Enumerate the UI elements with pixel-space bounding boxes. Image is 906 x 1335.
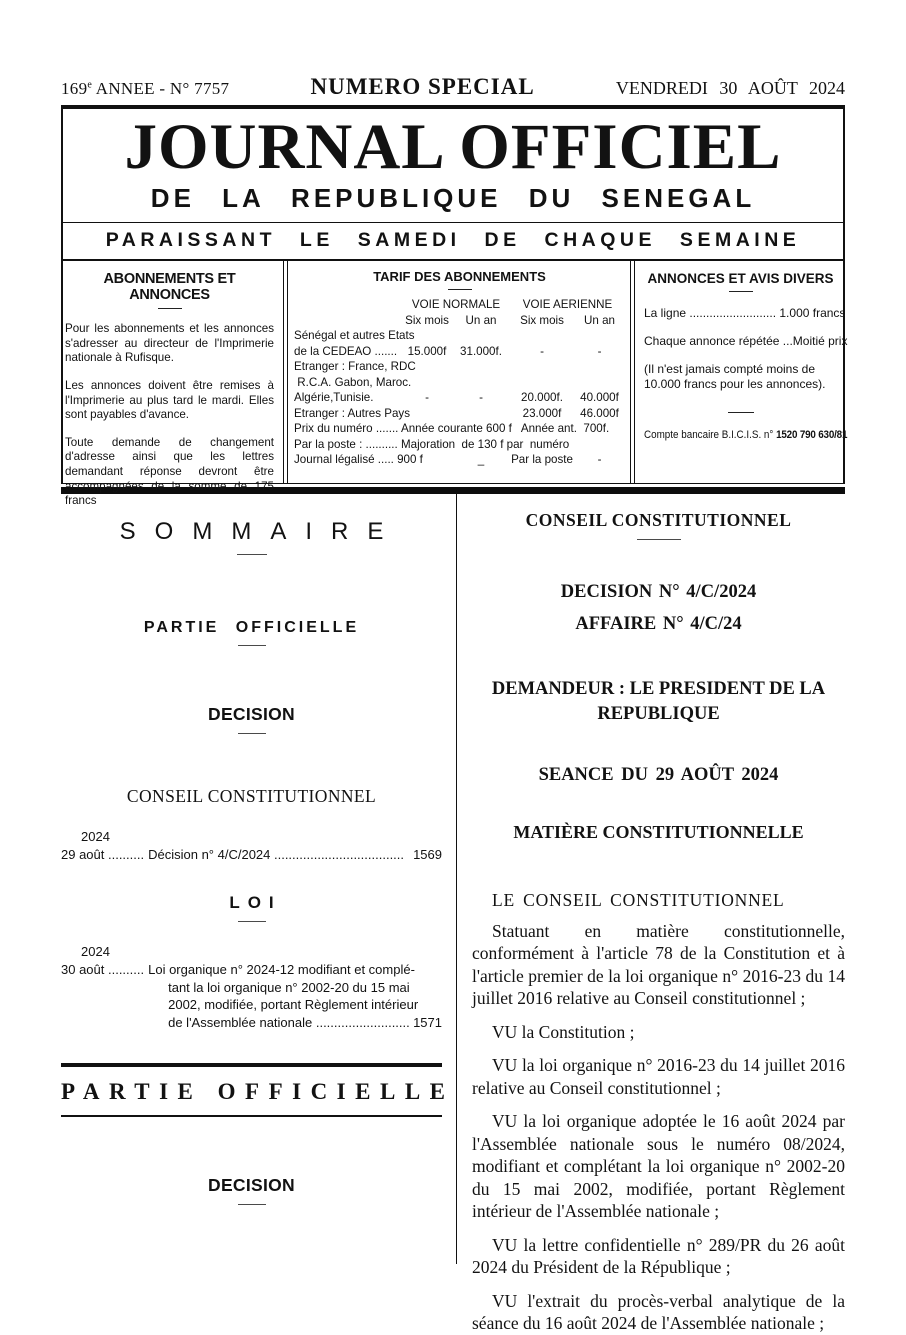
council-title: CONSEIL CONSTITUTIONNEL [525,510,792,531]
summary-column [61,494,457,1264]
masthead [63,109,843,223]
heading-underline [238,733,266,734]
rate-row-label: Algérie,Tunisie. [294,391,374,405]
rate-row-label: Journal légalisé ..... 900 f [294,453,423,467]
session-date: SEANCE DU 29 AOÛT 2024 [538,765,779,786]
edition-superscript: e [87,79,93,91]
subcolumn-header: Un an [465,313,497,327]
special-issue-label: NUMERO SPECIAL [310,74,535,99]
heading-underline [238,645,266,646]
column-normal-header: VOIE NORMALE [411,298,501,312]
rate-value: 40.000f [580,391,619,405]
rate-row-label: de la CEDEAO ....... [294,344,398,358]
subcolumn-header: Un an [584,313,615,327]
entry-line: 2002, modifiée, portant Règlement intérieur [168,997,419,1013]
heading-underline [238,921,266,922]
journal-title: JOURNAL OFFICIEL [124,111,782,183]
title-dash [448,289,472,290]
journal-subtitle: DE LA REPUBLIQUE DU SENEGAL [150,183,756,214]
rate-row-label: Sénégal et autres Etats [294,329,415,343]
title-dash [158,308,182,309]
heading-underline [238,1204,266,1205]
subscriptions-title: ABONNEMENTS ET ANNONCES [103,271,236,304]
summary-entry-decision [61,846,442,863]
entry-line: de l'Assemblée nationale .......................... [168,1014,410,1030]
banner-bottom-rule [61,1115,442,1117]
summary-entry-law [61,961,442,1031]
applicant-line: DEMANDEUR : LE PRESIDENT DE LA REPUBLIQUE [491,679,826,725]
subcolumn-header: Six mois [405,313,449,327]
rate-value: Par la poste [511,453,573,467]
rate-value: 46.000f [580,406,619,420]
rate-value: 31.000f. [460,344,502,358]
rate-value: 15.000f [407,344,447,358]
rates-title: TARIF DES ABONNEMENTS [373,269,546,285]
rate-row-full: Par la poste : .......... Majoration de 130 f par numéro [294,437,570,451]
article-paragraph: Statuant en matière constitutionnelle, conformément à l'article 78 de la Constitution et à l'article premier de la loi organique n° 2016-23 du 14 juillet 2016 relative au Conseil constitutionnel ; [472,920,845,1009]
column-air-header: VOIE AERIENNE [522,298,613,312]
subscriptions-paragraph: Toute demande de changement d'adresse ainsi que les lettres demandant réponse devront être accompagnées de la somme de 175 francs [65,435,274,508]
rates-table [294,297,625,468]
decision-heading: DECISION [208,704,295,725]
official-part-heading: PARTIE OFFICIELLE [143,619,360,637]
rate-value: - [597,344,602,358]
entry-page-number: 1569 [413,847,442,863]
rate-row-label: Etranger : France, RDC [294,360,416,374]
rate-value: _ [477,453,485,467]
rate-row-label: Etranger : Autres Pays [294,406,410,420]
rate-value: - [597,453,602,467]
case-number: AFFAIRE N° 4/C/24 [575,614,742,635]
article-paragraph: LE CONSEIL CONSTITUTIONNEL [492,890,785,911]
entry-page-number: 1571 [413,1014,442,1030]
decision-heading-bottom: DECISION [208,1175,295,1196]
rate-value: 23.000f [522,406,562,420]
subscriptions-box [63,261,284,508]
page-header [61,0,845,100]
article-paragraph: VU la lettre confidentielle n° 289/PR du 26 août 2024 du Président de la République ; [472,1234,845,1278]
official-part-banner: PARTIE OFFICIELLE [61,1079,455,1105]
entry-year: 2024 [81,829,110,845]
subcolumn-header: Six mois [520,313,564,327]
rate-value: 20.000f. [521,391,563,405]
article-paragraph: VU l'extrait du procès-verbal analytique de la séance du 16 août 2024 de l'Assemblée nationale ; [472,1290,845,1334]
notices-box [634,261,848,483]
separator-dash [728,412,754,413]
entry-year: 2024 [81,944,110,960]
notice-line: (Il n'est jamais compté moins de 10.000 francs pour les annonces). [644,362,826,392]
bank-account-line: Compte bancaire B.I.C.I.S. n° 1520 790 630/81 [644,429,848,442]
article-paragraph: VU la loi organique n° 2016-23 du 14 juillet 2016 relative au Conseil constitutionnel ; [472,1055,845,1098]
title-underline [637,539,681,540]
main-body [61,494,845,1334]
entry-date: 30 août .......... [61,962,145,978]
tagline-row [63,223,843,261]
masthead-frame [61,109,848,508]
title-dash [729,291,753,292]
bank-account-number: 1520 790 630/81 [776,429,848,442]
matter-type: MATIÈRE CONSTITUTIONNELLE [513,822,804,843]
rates-box [287,261,631,483]
summary-title: SOMMAIRE [119,518,403,546]
article-paragraph: VU la loi organique adoptée le 16 août 2024 par l'Assemblée nationale sous le numéro 08/2024, modifiant et complétant la loi organique n° 2002-20 du 15 mai 2002, modifiée, portant Règlement intérieur de l'Assemblée nationale ; [472,1111,845,1222]
notices-title: ANNONCES ET AVIS DIVERS [647,271,834,287]
decision-number: DECISION N° 4/C/2024 [560,582,757,603]
subscriptions-paragraph: Pour les abonnements et les annonces s'adresser au directeur de l'Imprimerie nationale à Rufisque. [65,322,274,365]
article-paragraph: VU la Constitution ; [492,1021,635,1042]
info-boxes [63,261,848,508]
article-column [457,494,845,1334]
issue-date: VENDREDI 30 AOÛT 2024 [615,78,845,98]
notice-line: La ligne .......................... 1.000 francs [644,306,846,321]
entry-line: tant la loi organique n° 2002-20 du 15 mai [168,979,410,995]
council-heading: CONSEIL CONSTITUTIONNEL [126,786,377,807]
entry-line: Loi organique n° 2024-12 modifiant et complé- [148,962,415,978]
entry-date: 29 août .......... [61,847,145,863]
rate-row-label: R.C.A. Gabon, Maroc. [294,375,412,389]
law-heading: LOI [229,893,282,913]
subscriptions-paragraph: Les annonces doivent être remises à l'Imprimerie au plus tard le mardi. Elles sont payables d'avance. [65,379,274,422]
rate-value: - [425,391,429,405]
entry-text-block [144,961,442,1031]
entry-text: Décision n° 4/C/2024 .................................... [148,847,405,863]
rate-value: - [479,391,483,405]
notice-line: Chaque annonce répétée ...Moitié prix [644,334,848,349]
rate-value: - [540,344,544,358]
title-underline [237,554,267,555]
edition-number: 169e ANNEE - N° 7757 [61,79,230,98]
rate-row-full: Prix du numéro ....... Année courante 600 f Année ant. 700f. [294,422,610,436]
journal-tagline: PARAISSANT LE SAMEDI DE CHAQUE SEMAINE [105,229,801,252]
decision-body [472,889,845,1335]
